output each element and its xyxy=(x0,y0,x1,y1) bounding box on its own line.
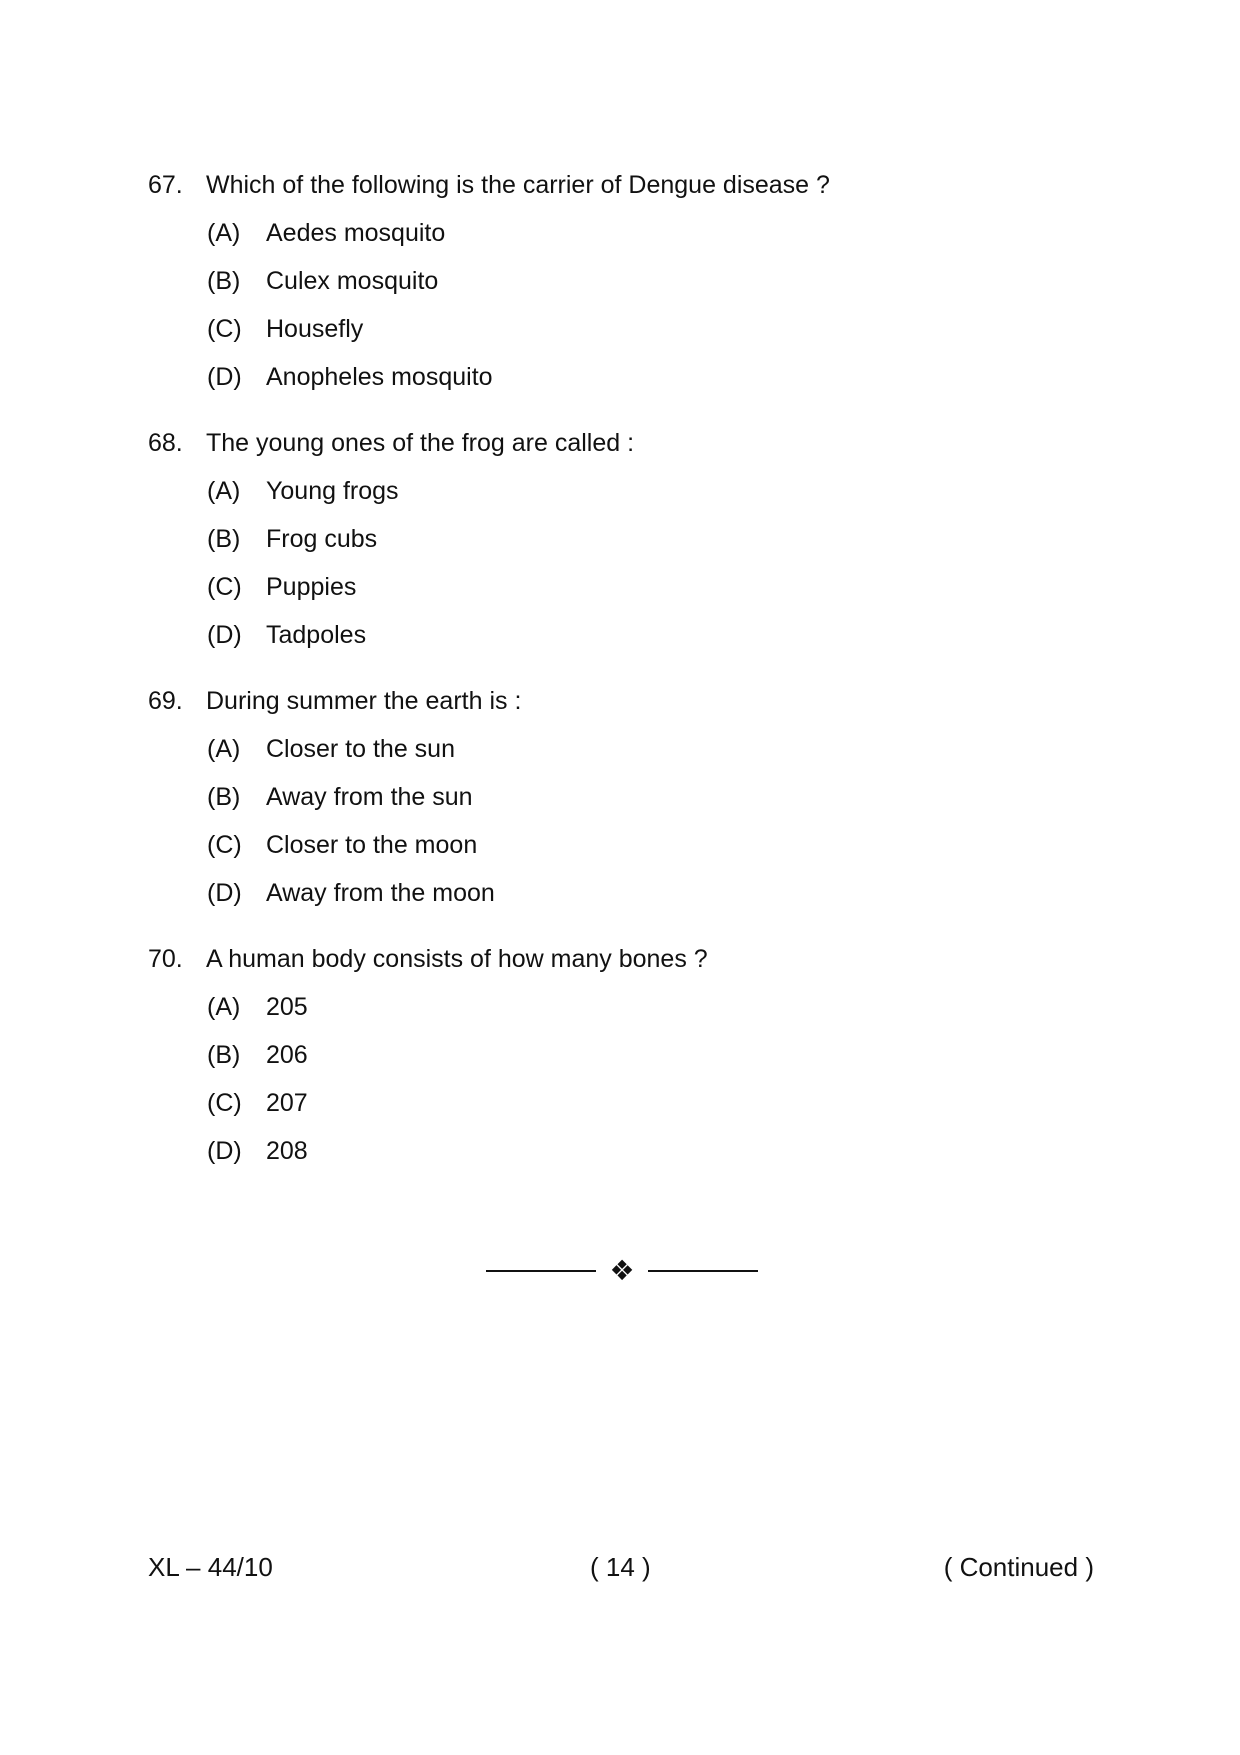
option-b xyxy=(207,777,1098,825)
option-a xyxy=(207,213,1098,261)
continued-label: ( Continued ) xyxy=(943,1552,1094,1582)
option-text: Closer to the moon xyxy=(266,831,478,859)
question-number: 70. xyxy=(148,945,183,973)
option-d xyxy=(207,357,1098,405)
option-letter: (C) xyxy=(207,831,242,859)
question-text: During summer the earth is : xyxy=(206,687,522,715)
option-a xyxy=(207,471,1098,519)
paper-code: XL – 44/10 xyxy=(148,1552,273,1582)
option-text: Anopheles mosquito xyxy=(266,363,493,391)
option-c xyxy=(207,567,1098,615)
option-d xyxy=(207,873,1098,921)
option-list xyxy=(207,729,1098,921)
option-text: Frog cubs xyxy=(266,525,378,553)
ornament-rule-right xyxy=(648,1270,758,1272)
option-c xyxy=(207,309,1098,357)
question-70 xyxy=(148,939,1098,1179)
question-number: 69. xyxy=(148,687,183,715)
question-line xyxy=(148,165,1098,205)
question-line xyxy=(148,939,1098,979)
question-68 xyxy=(148,423,1098,663)
option-letter: (D) xyxy=(207,363,242,391)
option-letter: (D) xyxy=(207,879,242,907)
option-b xyxy=(207,1035,1098,1083)
option-text: Away from the sun xyxy=(266,783,473,811)
option-letter: (A) xyxy=(207,735,241,763)
option-list xyxy=(207,213,1098,405)
option-letter: (B) xyxy=(207,525,241,553)
option-letter: (D) xyxy=(207,1137,242,1165)
question-number: 68. xyxy=(148,429,183,457)
option-text: 206 xyxy=(266,1041,308,1069)
option-letter: (B) xyxy=(207,1041,241,1069)
option-a xyxy=(207,987,1098,1035)
page-number: ( 14 ) xyxy=(590,1552,651,1582)
option-c xyxy=(207,825,1098,873)
question-text: A human body consists of how many bones ? xyxy=(206,945,708,973)
option-list xyxy=(207,471,1098,663)
option-letter: (C) xyxy=(207,1089,242,1117)
page-footer xyxy=(148,1547,1094,1587)
option-text: Housefly xyxy=(266,315,364,343)
ornament-rule-left xyxy=(486,1270,596,1272)
question-line xyxy=(148,423,1098,463)
option-b xyxy=(207,519,1098,567)
option-list xyxy=(207,987,1098,1179)
four-diamond-ornament-icon: ❖ xyxy=(609,1254,635,1287)
question-list xyxy=(148,165,1098,1197)
option-text: 205 xyxy=(266,993,308,1021)
option-c xyxy=(207,1083,1098,1131)
option-letter: (D) xyxy=(207,621,242,649)
option-text: 208 xyxy=(266,1137,308,1165)
question-text: The young ones of the frog are called : xyxy=(206,429,635,457)
question-67 xyxy=(148,165,1098,405)
option-d xyxy=(207,1131,1098,1179)
option-letter: (A) xyxy=(207,477,241,505)
option-text: Culex mosquito xyxy=(266,267,439,295)
option-b xyxy=(207,261,1098,309)
option-text: Tadpoles xyxy=(266,621,367,649)
option-letter: (C) xyxy=(207,573,242,601)
option-letter: (A) xyxy=(207,993,241,1021)
option-text: Closer to the sun xyxy=(266,735,455,763)
option-text: Aedes mosquito xyxy=(266,219,446,247)
option-letter: (B) xyxy=(207,267,241,295)
option-a xyxy=(207,729,1098,777)
option-letter: (A) xyxy=(207,219,241,247)
option-text: Young frogs xyxy=(266,477,399,505)
question-line xyxy=(148,681,1098,721)
option-letter: (B) xyxy=(207,783,241,811)
option-letter: (C) xyxy=(207,315,242,343)
question-text: Which of the following is the carrier of Dengue disease ? xyxy=(206,171,830,199)
option-text: Away from the moon xyxy=(266,879,495,907)
option-d xyxy=(207,615,1098,663)
option-text: Puppies xyxy=(266,573,357,601)
end-ornament xyxy=(486,1256,758,1286)
option-text: 207 xyxy=(266,1089,308,1117)
question-number: 67. xyxy=(148,171,183,199)
question-69 xyxy=(148,681,1098,921)
